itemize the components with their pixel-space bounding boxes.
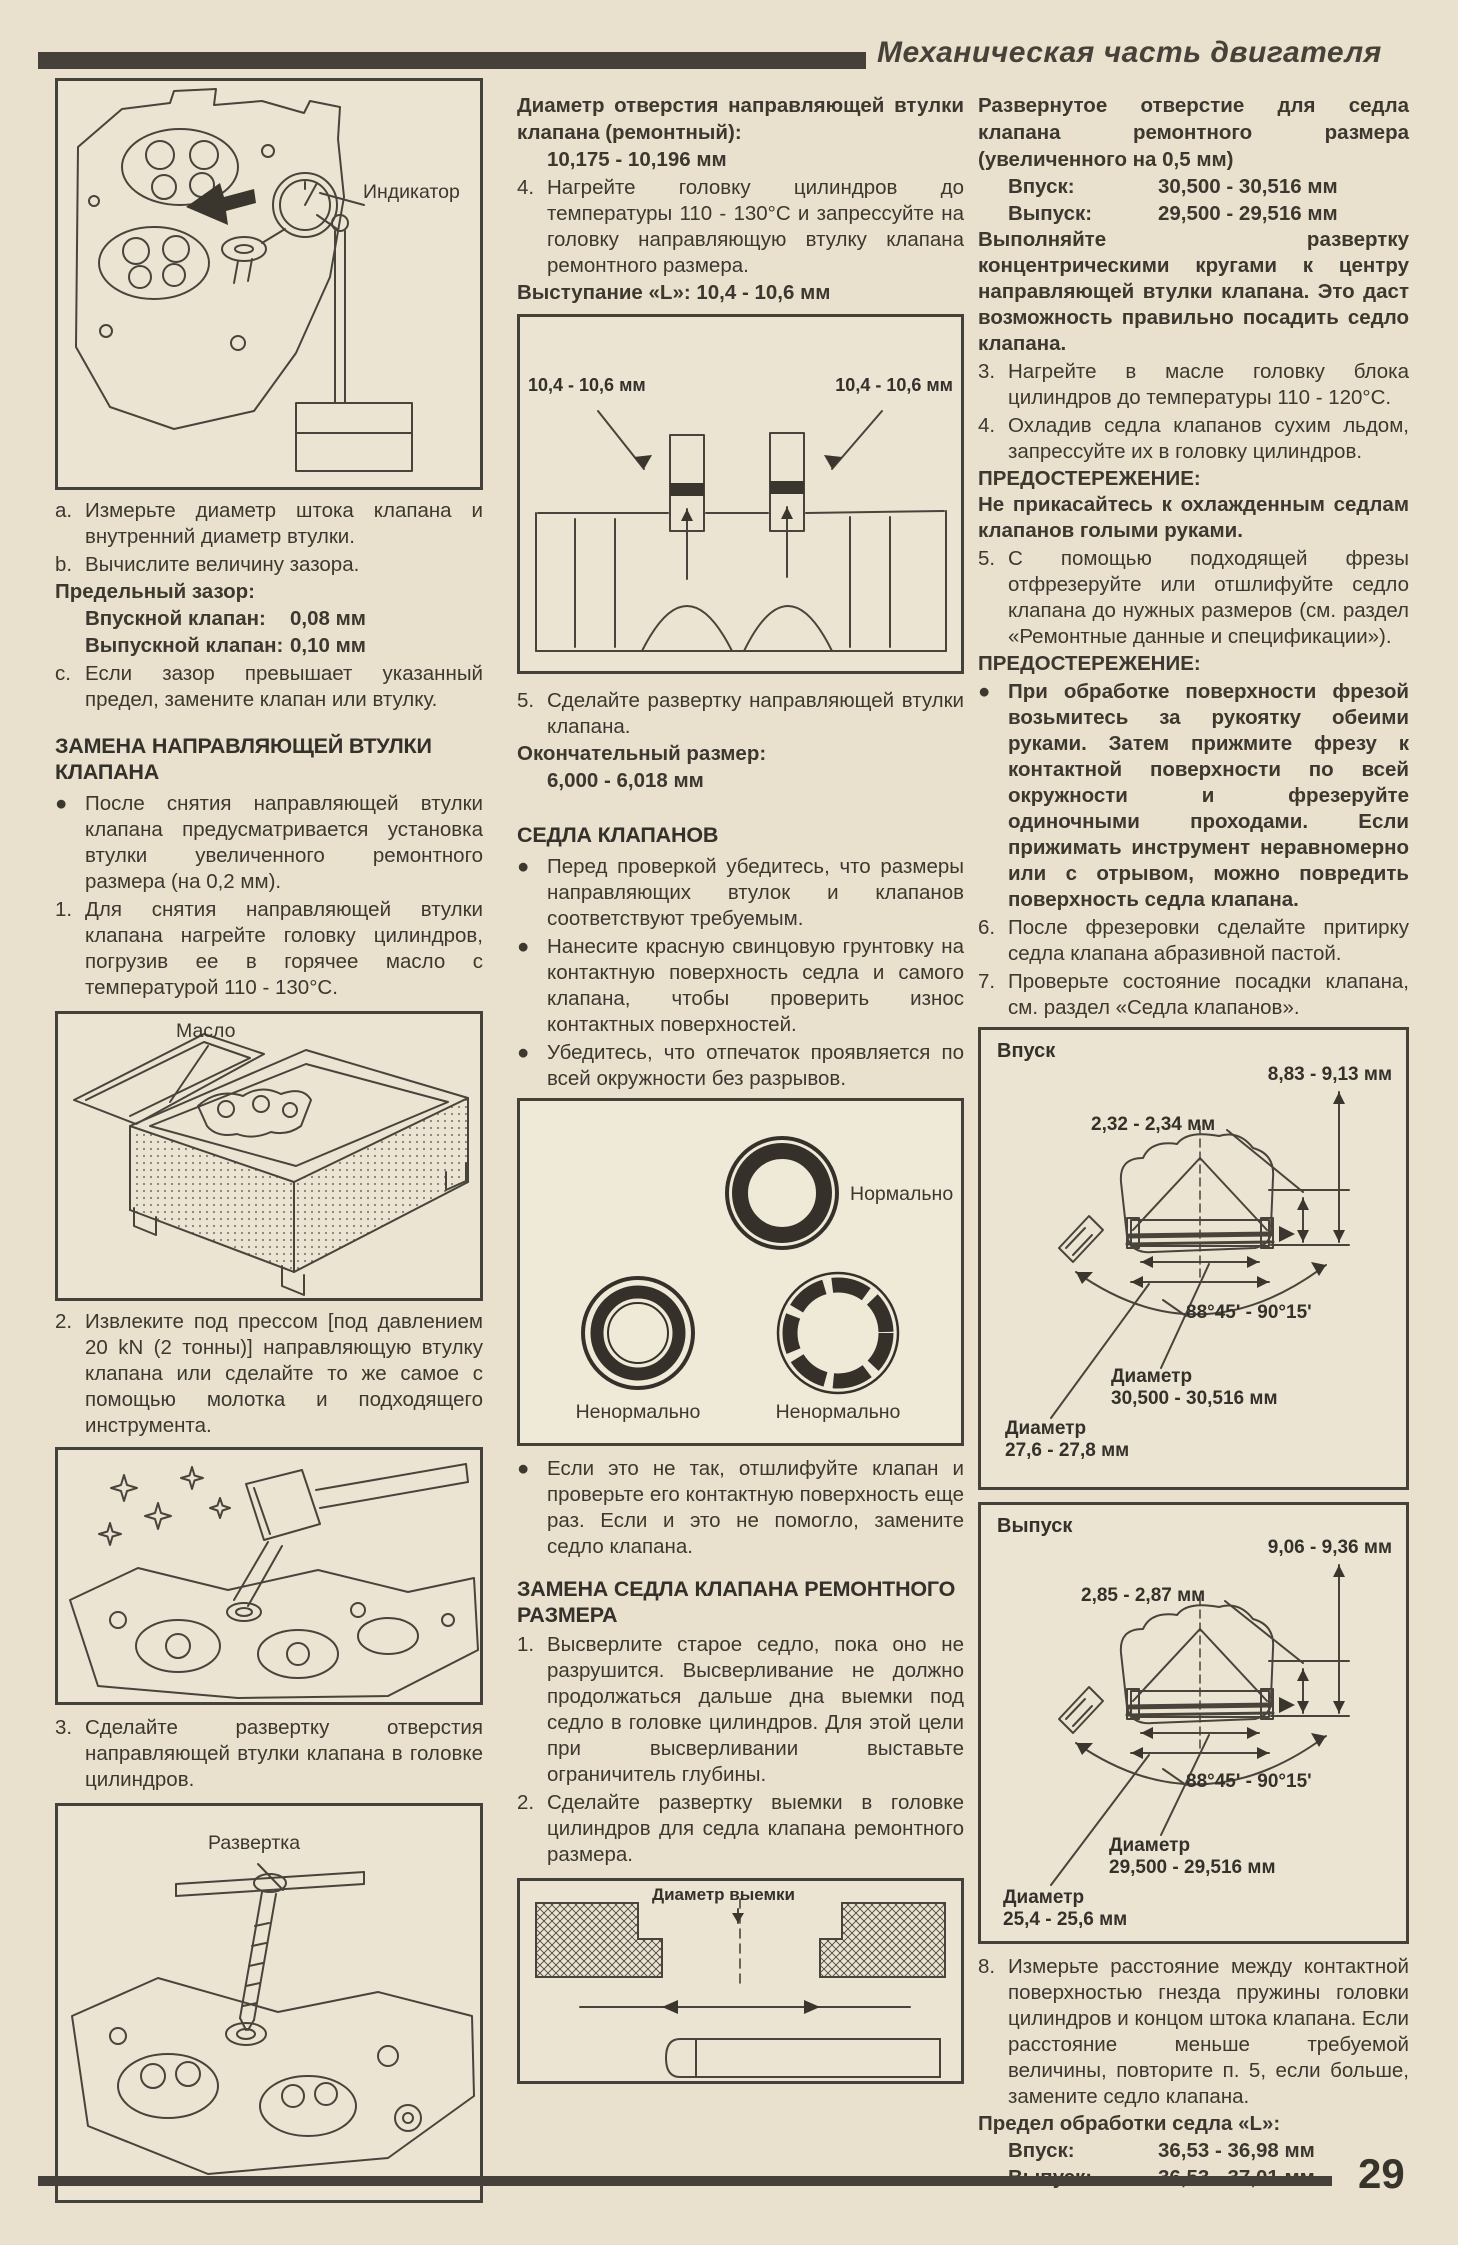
caution-title: ПРЕДОСТЕРЕЖЕНИЕ: — [978, 652, 1201, 675]
bullet-text: При обработке поверхности фрезой возьмитесь за рукоятку обеими руками. Затем прижмите фрезу к контактной поверхности по всей окружности и фрезеруйте одиночными проходами. Если прижимать инструмент неравномерно или с отрывом, можно повредить поверхность седла клапана. — [1008, 680, 1409, 911]
step-7 — [978, 969, 1409, 1021]
bullet-marker: ● — [978, 680, 991, 703]
step-text: Нагрейте в масле головку блока цилиндров до температуры 110 - 120°С. — [1008, 360, 1409, 409]
final-size-title: Окончательный размер: — [517, 742, 767, 765]
page-number: 29 — [1358, 2150, 1405, 2197]
list-marker: b. — [55, 553, 73, 576]
footer-bar — [38, 2176, 1332, 2186]
seat-fig-title: Впуск — [997, 1040, 1056, 1062]
caution-body: Не прикасайтесь к охлажденным седлам клапанов голыми руками. — [978, 493, 1409, 542]
bullet-text: Перед проверкой убедитесь, что размеры направляющих втулок и клапанов соответствуют требуемым. — [547, 855, 964, 930]
step-marker: 1. — [517, 1633, 535, 1656]
figure-oil-bath — [55, 1011, 483, 1301]
spec-value: 30,500 - 30,516 мм — [1158, 175, 1338, 198]
ring-label-normal: Нормально — [850, 1183, 954, 1205]
list-text: Измерьте диаметр штока клапана и внутренний диаметр втулки. — [85, 499, 483, 548]
bullet-marker: ● — [517, 1041, 530, 1064]
seat-angle-dim: 88°45' - 90°15' — [1186, 1302, 1312, 1323]
figure-seat-contact-rings — [517, 1098, 964, 1446]
reamer-illustration — [58, 1806, 480, 2200]
seat-fig-title: Выпуск — [997, 1515, 1073, 1537]
seat-dia2-label: Диаметр — [1003, 1887, 1085, 1908]
step-marker: 8. — [978, 1955, 996, 1978]
seat-dia1-label: Диаметр — [1111, 1366, 1193, 1387]
spec-value-bore: 10,175 - 10,196 мм — [547, 148, 727, 171]
figure-guide-protrusion — [517, 314, 964, 674]
bullet-item — [517, 1456, 964, 1560]
seat-dia2-label: Диаметр — [1005, 1418, 1087, 1439]
column-middle — [517, 78, 964, 2084]
step-marker: 3. — [55, 1716, 73, 1739]
step-text: Извлеките под прессом [под давлением 20 kN (2 тонны)] направляющую втулку клапана или сделайте то же самое с помощью молотка и подходящего инструмента. — [85, 1310, 483, 1437]
recess-dim-label: Диаметр выемки — [652, 1885, 795, 1904]
list-marker: a. — [55, 499, 73, 522]
step-marker: 3. — [978, 360, 996, 383]
spec-value: 0,10 мм — [290, 634, 366, 657]
step-text: С помощью подходящей фрезы отфрезеруйте или отшлифуйте седло клапана до нужных размеров (см. раздел «Ремонтные данные и спецификации»). — [1008, 547, 1409, 648]
column-right — [978, 78, 1409, 2191]
list-item-c — [55, 661, 483, 713]
oil-bath-illustration — [58, 1014, 480, 1298]
figure-caption-indicator: Индикатор — [363, 181, 460, 203]
figure-seat-recess — [517, 1878, 964, 2084]
figure-dial-indicator — [55, 78, 483, 490]
spec-label: Впускной клапан: — [85, 607, 266, 630]
step-text: Высверлите старое седло, пока оно не разрушится. Высверливание не должно продолжаться дальше дна выемки под седло в головке цилиндров. Для этой цели при высверливании выставьте ограничитель глубины. — [547, 1633, 964, 1786]
list-text: Вычислите величину зазора. — [85, 553, 360, 576]
column-left — [55, 78, 483, 2203]
step-text: После фрезеровки сделайте притирку седла клапана абразивной пастой. — [1008, 916, 1409, 965]
bullet-item — [517, 934, 964, 1038]
spec-label: Выпуск: — [1008, 202, 1093, 225]
guide-protrusion-illustration — [520, 317, 961, 671]
spec-title-reamed-bore: Развернутое отверстие для седла клапана ремонтного размера (увеличенного на 0,5 мм) — [978, 94, 1409, 171]
step-2 — [55, 1309, 483, 1439]
protrusion-spec: Выступание «L»: 10,4 - 10,6 мм — [517, 281, 831, 304]
step-3 — [55, 1715, 483, 1793]
step-5 — [978, 546, 1409, 650]
bullet-item — [55, 791, 483, 895]
seat-dia1-value: 29,500 - 29,516 мм — [1109, 1857, 1276, 1878]
step-1 — [55, 897, 483, 1001]
spec-title-clearance: Предельный зазор: — [55, 580, 256, 603]
spec-row — [55, 632, 483, 659]
bullet-marker: ● — [517, 1457, 530, 1480]
step-4 — [517, 175, 964, 279]
section-title-valve-seats: СЕДЛА КЛАПАНОВ — [517, 823, 719, 847]
caution-bullet — [978, 679, 1409, 913]
protrusion-dim-left: 10,4 - 10,6 мм — [528, 375, 646, 395]
figure-hammer-drift — [55, 1447, 483, 1705]
step-text: Сделайте развертку выемки в головке цилиндров для седла клапана ремонтного размера. — [547, 1791, 964, 1866]
bullet-marker: ● — [55, 792, 68, 815]
step-marker: 5. — [517, 689, 535, 712]
step-marker: 2. — [517, 1791, 535, 1814]
list-item-b — [55, 552, 483, 578]
step-6 — [978, 915, 1409, 967]
step-text: Сделайте развертку отверстия направляющей втулки клапана в головке цилиндров. — [85, 1716, 483, 1791]
figure-caption-oil: Масло — [176, 1020, 236, 1042]
bullet-text: Убедитесь, что отпечаток проявляется по всей окружности без разрывов. — [547, 1041, 964, 1090]
spec-label: Впуск: — [1008, 2139, 1075, 2162]
bullet-text: После снятия направляющей втулки клапана предусматривается установка втулки увеличенного ремонтного размера (на 0,2 мм). — [85, 792, 483, 893]
spec-row — [55, 605, 483, 632]
spec-row — [978, 173, 1409, 200]
section-title-seat-replacement: ЗАМЕНА СЕДЛА КЛАПАНА РЕМОНТНОГО РАЗМЕРА — [517, 1577, 956, 1627]
seat-dia2-value: 25,4 - 25,6 мм — [1003, 1909, 1128, 1930]
bullet-marker: ● — [517, 935, 530, 958]
spec-value: 36,53 - 36,98 мм — [1158, 2139, 1315, 2162]
section-title-guide-replacement: ЗАМЕНА НАПРАВЛЯЮЩЕЙ ВТУЛКИ КЛАПАНА — [55, 734, 432, 784]
final-size-value: 6,000 - 6,018 мм — [547, 769, 704, 792]
step-text: Проверьте состояние посадки клапана, см. раздел «Седла клапанов». — [1008, 970, 1409, 1019]
header-bar — [38, 52, 866, 69]
dial-indicator-illustration — [58, 81, 480, 487]
step-4 — [978, 413, 1409, 465]
seat-dia1-value: 30,500 - 30,516 мм — [1111, 1388, 1278, 1409]
ring-label-abnormal-1: Ненормально — [575, 1401, 701, 1423]
spec-row — [978, 2137, 1409, 2164]
step-text: Для снятия направляющей втулки клапана нагрейте головку цилиндров, погрузив ее в горячее масло с температурой 110 - 130°С. — [85, 898, 483, 999]
page-header-title: Механическая часть двигателя — [877, 36, 1382, 69]
list-text: Если зазор превышает указанный предел, замените клапан или втулку. — [85, 662, 483, 711]
seat-width-dim: 2,32 - 2,34 мм — [1091, 1114, 1216, 1135]
figure-intake-seat — [978, 1027, 1409, 1490]
seat-dia2-value: 27,6 - 27,8 мм — [1005, 1440, 1130, 1461]
step-text: Сделайте развертку направляющей втулки клапана. — [547, 689, 964, 738]
reaming-advice: Выполняйте развертку концентрическими кругами к центру направляющей втулки клапана. Это даст возможность правильно посадить седло клапана. — [978, 228, 1409, 355]
step-marker: 7. — [978, 970, 996, 993]
spec-value: 29,500 - 29,516 мм — [1158, 202, 1338, 225]
step-marker: 5. — [978, 547, 996, 570]
seat-angle-dim: 88°45' - 90°15' — [1186, 1771, 1312, 1792]
caution-title: ПРЕДОСТЕРЕЖЕНИЕ: — [978, 467, 1201, 490]
bullet-item — [517, 1040, 964, 1092]
ring-label-abnormal-2: Ненормально — [775, 1401, 901, 1423]
spec-label: Выпускной клапан: — [85, 634, 284, 657]
bullet-text: Если это не так, отшлифуйте клапан и проверьте его контактную поверхность еще раз. Если и это не помогло, замените седло клапана. — [547, 1457, 964, 1558]
hammer-drift-illustration — [58, 1450, 480, 1702]
step-marker: 1. — [55, 898, 73, 921]
list-marker: c. — [55, 662, 71, 685]
step-seat-2 — [517, 1790, 964, 1868]
step-marker: 6. — [978, 916, 996, 939]
figure-exhaust-seat — [978, 1502, 1409, 1944]
list-item-a — [55, 498, 483, 550]
seat-dia1-label: Диаметр — [1109, 1835, 1191, 1856]
bullet-marker: ● — [517, 855, 530, 878]
step-8 — [978, 1954, 1409, 2110]
step-text: Измерьте расстояние между контактной поверхностью гнезда пружины головки цилиндров и концом штока клапана. Если расстояние меньше требуемой величины, повторите п. 5, если больше, замените седло клапана. — [1008, 1955, 1409, 2108]
protrusion-dim-right: 10,4 - 10,6 мм — [835, 375, 953, 395]
spec-row — [978, 200, 1409, 227]
step-3 — [978, 359, 1409, 411]
step-text: Нагрейте головку цилиндров до температуры 110 - 130°С и запрессуйте на головку направляющую втулку клапана ремонтного размера. — [547, 176, 964, 277]
spec-value: 0,08 мм — [290, 607, 366, 630]
bullet-item — [517, 854, 964, 932]
seat-width-dim: 2,85 - 2,87 мм — [1081, 1585, 1206, 1606]
step-seat-1 — [517, 1632, 964, 1788]
spec-title-bore: Диаметр отверстия направляющей втулки клапана (ремонтный): — [517, 94, 964, 144]
seat-depth-dim: 8,83 - 9,13 мм — [1267, 1064, 1392, 1085]
seat-recess-illustration — [520, 1881, 961, 2081]
step-marker: 4. — [978, 414, 996, 437]
seat-depth-dim: 9,06 - 9,36 мм — [1267, 1537, 1392, 1558]
step-5 — [517, 688, 964, 740]
seat-limit-title: Предел обработки седла «L»: — [978, 2112, 1281, 2135]
step-text: Охладив седла клапанов сухим льдом, запрессуйте их в головку цилиндров. — [1008, 414, 1409, 463]
step-marker: 4. — [517, 176, 535, 199]
figure-caption-reamer: Развертка — [208, 1832, 301, 1854]
spec-label: Впуск: — [1008, 175, 1075, 198]
bullet-text: Нанесите красную свинцовую грунтовку на контактную поверхность седла и самого клапана, чтобы проверить износ контактных поверхностей. — [547, 935, 964, 1036]
seat-contact-illustration — [520, 1101, 961, 1443]
figure-reamer — [55, 1803, 483, 2203]
step-marker: 2. — [55, 1310, 73, 1333]
